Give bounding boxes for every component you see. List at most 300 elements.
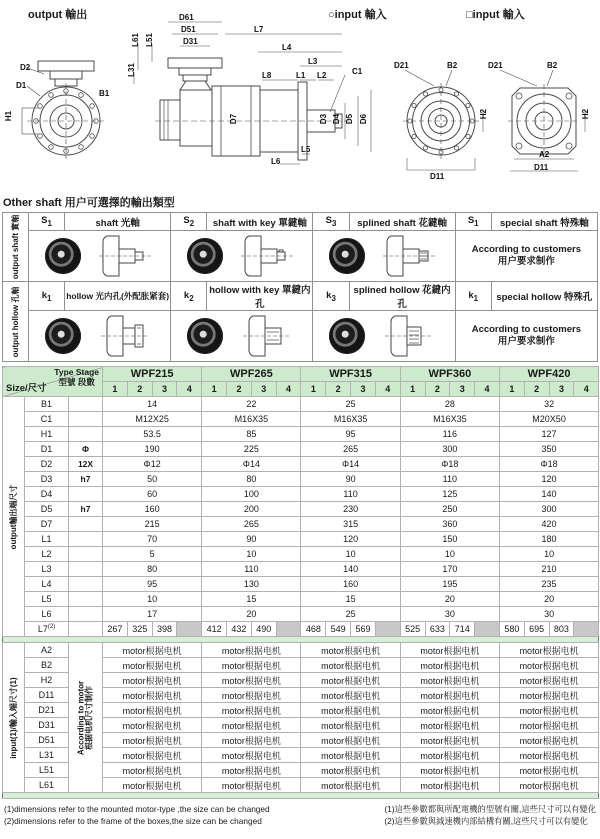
dim-label-d11: D11 — [430, 172, 445, 181]
row-label-d1: D1 — [25, 442, 69, 457]
value-cell: 190 — [103, 442, 202, 457]
dim-label-l5: L5 — [301, 145, 311, 154]
motor-value-cell: motor根据电机 — [400, 688, 499, 703]
dim-label-b1: B1 — [99, 89, 110, 98]
dim-label-l31: L31 — [126, 63, 136, 77]
shaft-code-s2: $S_2$ — [171, 213, 207, 231]
technical-drawings — [0, 0, 600, 193]
value-cell: M16X35 — [400, 412, 499, 427]
stage-header: 3 — [351, 382, 376, 397]
shaft-photo — [329, 238, 365, 274]
row-attr — [69, 622, 103, 637]
hollow-drawing — [97, 314, 155, 358]
value-cell: 95 — [301, 427, 400, 442]
shaft-type-label: splined hollow 花鍵内孔 — [349, 282, 455, 311]
dim-label-l2: L2 — [317, 71, 327, 80]
value-cell: 549 — [326, 622, 351, 637]
hollow-photo — [45, 318, 81, 354]
bottom-band — [3, 793, 599, 799]
shaft-drawing — [97, 234, 155, 278]
dim-label-d31: D31 — [183, 37, 198, 46]
dim-label-h1: H1 — [4, 110, 14, 122]
row-label-d7: D7 — [25, 517, 69, 532]
motor-value-cell: motor根据电机 — [400, 673, 499, 688]
stage-header: 1 — [103, 382, 128, 397]
row-label-d2: D2 — [25, 457, 69, 472]
motor-value-cell: motor根据电机 — [301, 778, 400, 793]
motor-value-cell: motor根据电机 — [499, 733, 598, 748]
motor-value-cell: motor根据电机 — [499, 643, 598, 658]
shaft-type-label: special shaft 特殊軸 — [491, 213, 597, 231]
spec-row-l5 — [3, 592, 599, 607]
value-cell: 20 — [202, 607, 301, 622]
spec-row-d4 — [3, 487, 599, 502]
value-cell: 25 — [301, 397, 400, 412]
value-cell: 53.5 — [103, 427, 202, 442]
row-label-l51: L51 — [25, 763, 69, 778]
motor-value-cell: motor根据电机 — [499, 658, 598, 673]
value-cell: 15 — [301, 592, 400, 607]
motor-value-cell: motor根据电机 — [202, 778, 301, 793]
stage-header: 1 — [400, 382, 425, 397]
stage-header: 1 — [202, 382, 227, 397]
motor-value-cell: motor根据电机 — [202, 718, 301, 733]
spec-row-h1 — [3, 427, 599, 442]
stage-header: 1 — [499, 382, 524, 397]
motor-value-cell: motor根据电机 — [202, 733, 301, 748]
shaft-type-label: shaft 光軸 — [65, 213, 171, 231]
model-header-wpf315: WPF315 — [301, 367, 400, 382]
motor-value-cell: motor根据电机 — [400, 703, 499, 718]
gearbox-drawing-art — [0, 0, 600, 193]
motor-value-cell: motor根据电机 — [103, 718, 202, 733]
motor-value-cell: motor根据电机 — [400, 658, 499, 673]
row-label-l3: L3 — [25, 562, 69, 577]
dim-label-d6: D6 — [359, 113, 369, 125]
value-cell: 200 — [202, 502, 301, 517]
row-label-d51: D51 — [25, 733, 69, 748]
row-attr: 12X — [69, 457, 103, 472]
motor-value-cell: motor根据电机 — [499, 763, 598, 778]
motor-value-cell: motor根据电机 — [400, 778, 499, 793]
stage-header: 3 — [152, 382, 177, 397]
value-cell: 100 — [202, 487, 301, 502]
dim-label-l8: L8 — [262, 71, 272, 80]
value-cell: 130 — [202, 577, 301, 592]
value-cell: 432 — [227, 622, 252, 637]
dim-label-a2: A2 — [539, 150, 550, 159]
motor-value-cell: motor根据电机 — [103, 643, 202, 658]
spec-table — [2, 366, 599, 799]
dim-label-l51: L51 — [144, 33, 154, 47]
motor-value-cell: motor根据电机 — [103, 688, 202, 703]
stage-header: 4 — [276, 382, 301, 397]
dim-label-b2: B2 — [547, 61, 558, 70]
value-cell: 90 — [301, 472, 400, 487]
value-cell: 315 — [301, 517, 400, 532]
motor-value-cell: motor根据电机 — [103, 763, 202, 778]
stage-header: 1 — [301, 382, 326, 397]
spec-row-l4 — [3, 577, 599, 592]
value-cell: 70 — [103, 532, 202, 547]
value-cell: Φ14 — [301, 457, 400, 472]
stage-header: 2 — [425, 382, 450, 397]
dim-label-d1: D1 — [16, 81, 27, 90]
value-cell: 10 — [400, 547, 499, 562]
stage-header: 2 — [127, 382, 152, 397]
value-cell: 150 — [400, 532, 499, 547]
value-cell: M12X25 — [103, 412, 202, 427]
shaft-type-label: shaft with key 單鍵軸 — [207, 213, 313, 231]
output-section-vtext: output輸出端尺寸 — [8, 484, 18, 549]
motor-value-cell: motor根据电机 — [400, 763, 499, 778]
row-attr: Φ — [69, 442, 103, 457]
footnote-en-2: (2)dimensions refer to the frame of the boxes,the size can be changed — [4, 816, 262, 827]
hollow-image-cell — [171, 311, 313, 362]
value-cell: M20X50 — [499, 412, 598, 427]
value-cell: 60 — [103, 487, 202, 502]
value-cell: 525 — [400, 622, 425, 637]
motor-value-cell: motor根据电机 — [103, 703, 202, 718]
shaft-code-s3: $S_3$ — [313, 213, 349, 231]
footnotes-zh — [384, 803, 596, 827]
shaft-photo — [45, 238, 81, 274]
value-cell: 210 — [499, 562, 598, 577]
type-stage-size-corner — [3, 367, 103, 397]
according-to-customers-cell: According to customers 用户要求制作 — [455, 311, 597, 362]
value-cell: 17 — [103, 607, 202, 622]
spec-row-l7 — [3, 622, 599, 637]
dim-label-d2: D2 — [20, 63, 31, 72]
dim-label-l4: L4 — [282, 43, 292, 52]
value-cell: Φ18 — [400, 457, 499, 472]
shaft-image-cell — [313, 231, 455, 282]
motor-value-cell: motor根据电机 — [202, 748, 301, 763]
motor-value-cell: motor根据电机 — [400, 748, 499, 763]
row-attr — [69, 427, 103, 442]
value-cell: 412 — [202, 622, 227, 637]
shaft-code-k1-special: $k_1$ — [455, 282, 491, 311]
hollow-image-cell — [29, 311, 171, 362]
motor-value-cell: motor根据电机 — [301, 658, 400, 673]
value-cell: Φ12 — [103, 457, 202, 472]
value-cell: 398 — [152, 622, 177, 637]
value-cell: 30 — [400, 607, 499, 622]
value-cell: M16X35 — [202, 412, 301, 427]
dim-label-d21: D21 — [394, 61, 409, 70]
row-attr: h7 — [69, 472, 103, 487]
motor-value-cell: motor根据电机 — [202, 703, 301, 718]
value-cell — [574, 622, 599, 637]
footnote-zh-2: (2)這些參數與減速機内部結構有關,這些尺寸可以有變化 — [384, 816, 588, 827]
motor-value-cell: motor根据电机 — [499, 688, 598, 703]
value-cell: 30 — [499, 607, 598, 622]
value-cell: 225 — [202, 442, 301, 457]
value-cell: 90 — [202, 532, 301, 547]
value-cell: 10 — [301, 547, 400, 562]
note-en: According to motor — [76, 680, 86, 755]
output-shaft-row-label: output shaft 實軸 — [3, 213, 29, 282]
shaft-type-label: splined shaft 花鍵軸 — [349, 213, 455, 231]
value-cell: 265 — [301, 442, 400, 457]
value-cell: 195 — [400, 577, 499, 592]
hollow-photo — [187, 318, 223, 354]
value-cell: 180 — [499, 532, 598, 547]
row-attr — [69, 517, 103, 532]
value-cell: 250 — [400, 502, 499, 517]
value-cell: 28 — [400, 397, 499, 412]
type-stage-label — [54, 368, 99, 388]
motor-value-cell: motor根据电机 — [103, 733, 202, 748]
motor-value-cell: motor根据电机 — [400, 733, 499, 748]
shaft-code-s1: $S_1$ — [29, 213, 65, 231]
motor-value-cell: motor根据电机 — [202, 763, 301, 778]
value-cell — [177, 622, 202, 637]
row-label-c1: C1 — [25, 412, 69, 427]
value-cell: 80 — [202, 472, 301, 487]
dim-label-l1: L1 — [296, 71, 306, 80]
footnote-zh-1: (1)這些參數都與所配電機的型號有關,這些尺寸可以有變化 — [384, 804, 596, 814]
value-cell: M16X35 — [301, 412, 400, 427]
value-cell: 32 — [499, 397, 598, 412]
motor-value-cell: motor根据电机 — [103, 778, 202, 793]
value-cell: 110 — [400, 472, 499, 487]
type-stage-zh: 型號 段數 — [58, 376, 95, 387]
stage-header: 4 — [574, 382, 599, 397]
footnote-en-1: (1)dimensions refer to the mounted motor-type ,the size can be changed — [4, 804, 270, 814]
output-section-label: output 輸出 — [28, 9, 88, 21]
input-round-label: ○input 輸入 — [328, 9, 387, 21]
motor-value-cell: motor根据电机 — [499, 778, 598, 793]
value-cell: 350 — [499, 442, 598, 457]
dim-label-d7: D7 — [229, 113, 239, 125]
according-to-customers-cell: According to customers 用户要求制作 — [455, 231, 597, 282]
spec-row-l6 — [3, 607, 599, 622]
stage-header: 4 — [375, 382, 400, 397]
value-cell: 10 — [499, 547, 598, 562]
value-cell: 15 — [202, 592, 301, 607]
motor-value-cell: motor根据电机 — [301, 688, 400, 703]
output-hollow-row-label: output hollow 孔軸 — [3, 282, 29, 362]
hollow-drawing — [381, 314, 439, 358]
dim-label-l3: L3 — [308, 57, 318, 66]
motor-value-cell: motor根据电机 — [202, 688, 301, 703]
stage-header: 2 — [227, 382, 252, 397]
row-label-l31: L31 — [25, 748, 69, 763]
row-label-l2: L2 — [25, 547, 69, 562]
hollow-image-cell — [313, 311, 455, 362]
value-cell: 140 — [301, 562, 400, 577]
spec-row-l2 — [3, 547, 599, 562]
dim-label-d3: D3 — [319, 113, 329, 125]
model-header-wpf215: WPF215 — [103, 367, 202, 382]
shaft-image-cell — [171, 231, 313, 282]
row-attr — [69, 577, 103, 592]
dim-label-d4: D4 — [332, 113, 342, 125]
dim-label-h2: H2 — [479, 108, 489, 120]
motor-value-cell: motor根据电机 — [103, 658, 202, 673]
value-cell: 50 — [103, 472, 202, 487]
stage-header: 2 — [524, 382, 549, 397]
spec-row-d7 — [3, 517, 599, 532]
motor-value-cell: motor根据电机 — [400, 718, 499, 733]
row-label-d21: D21 — [25, 703, 69, 718]
note-zh: 根据电机尺寸制作 — [84, 685, 94, 750]
value-cell: Φ18 — [499, 457, 598, 472]
motor-value-cell: motor根据电机 — [103, 748, 202, 763]
value-cell: 120 — [499, 472, 598, 487]
footnotes — [0, 799, 600, 827]
row-attr — [69, 397, 103, 412]
value-cell: 140 — [499, 487, 598, 502]
output-section-label — [3, 397, 25, 637]
stage-header: 2 — [326, 382, 351, 397]
value-cell: 714 — [450, 622, 475, 637]
value-cell: 20 — [499, 592, 598, 607]
bottom-band-cell — [3, 793, 599, 799]
value-cell: 22 — [202, 397, 301, 412]
shaft-type-label: hollow with key 單鍵内孔 — [207, 282, 313, 311]
row-label-l4: L4 — [25, 577, 69, 592]
spec-header-row — [3, 367, 599, 382]
shaft-code-k3: $k_3$ — [313, 282, 349, 311]
stage-header: 3 — [251, 382, 276, 397]
shaft-type-label: hollow 光内孔(外配胀紧套) — [65, 282, 171, 311]
value-cell: 160 — [301, 577, 400, 592]
row-attr — [69, 562, 103, 577]
dim-label-l6: L6 — [271, 157, 281, 166]
model-header-wpf360: WPF360 — [400, 367, 499, 382]
spec-row-a2 — [3, 643, 599, 658]
row-label-h2: H2 — [25, 673, 69, 688]
motor-value-cell: motor根据电机 — [499, 748, 598, 763]
motor-value-cell: motor根据电机 — [301, 733, 400, 748]
row-attr — [69, 607, 103, 622]
row-label-l61: L61 — [25, 778, 69, 793]
hollow-drawing — [239, 314, 297, 358]
value-cell: 265 — [202, 517, 301, 532]
other-shaft-title: Other shaft 用户可選擇的輸出類型 — [3, 197, 175, 209]
value-cell: 633 — [425, 622, 450, 637]
according-to-motor-note — [69, 643, 103, 793]
value-cell: 160 — [103, 502, 202, 517]
value-cell: 468 — [301, 622, 326, 637]
value-cell: 360 — [400, 517, 499, 532]
motor-value-cell: motor根据电机 — [301, 673, 400, 688]
stage-header: 3 — [549, 382, 574, 397]
row-label-l5: L5 — [25, 592, 69, 607]
value-cell: 14 — [103, 397, 202, 412]
value-cell: 170 — [400, 562, 499, 577]
shaft-photo — [187, 238, 223, 274]
shaft-type-label: special hollow 特殊孔 — [491, 282, 597, 311]
input-square-label: □input 輸入 — [466, 9, 525, 21]
stage-header: 4 — [475, 382, 500, 397]
value-cell: 110 — [202, 562, 301, 577]
dim-label-b2: B2 — [447, 61, 458, 70]
shaft-code-k2: $k_2$ — [171, 282, 207, 311]
value-cell: 10 — [202, 547, 301, 562]
according-to-motor-vtext — [77, 680, 94, 754]
value-cell: 215 — [103, 517, 202, 532]
value-cell: 803 — [549, 622, 574, 637]
value-cell: 490 — [251, 622, 276, 637]
value-cell: 300 — [499, 502, 598, 517]
value-cell: 230 — [301, 502, 400, 517]
row-label-l6: L6 — [25, 607, 69, 622]
shaft-code-s1-special: $S_1$ — [455, 213, 491, 231]
spec-row-d2 — [3, 457, 599, 472]
shaft-image-cell — [29, 231, 171, 282]
value-cell: 95 — [103, 577, 202, 592]
value-cell: 569 — [351, 622, 376, 637]
value-cell: 116 — [400, 427, 499, 442]
value-cell — [475, 622, 500, 637]
dim-label-l61: L61 — [130, 33, 140, 47]
dim-label-d61: D61 — [179, 13, 194, 22]
dim-label-c1: C1 — [352, 67, 363, 76]
row-label-d11: D11 — [25, 688, 69, 703]
motor-value-cell: motor根据电机 — [202, 643, 301, 658]
value-cell: 235 — [499, 577, 598, 592]
input-section-vtext: input(1)/輸入端尺寸(1) — [8, 676, 18, 759]
motor-value-cell: motor根据电机 — [499, 673, 598, 688]
motor-value-cell: motor根据电机 — [103, 673, 202, 688]
value-cell: 85 — [202, 427, 301, 442]
value-cell: 325 — [127, 622, 152, 637]
spec-row-c1 — [3, 412, 599, 427]
dim-label-d51: D51 — [181, 25, 196, 34]
spec-row-l3 — [3, 562, 599, 577]
value-cell: 125 — [400, 487, 499, 502]
value-cell: 5 — [103, 547, 202, 562]
input-section-label — [3, 643, 25, 793]
row-label-b2: B2 — [25, 658, 69, 673]
value-cell: 120 — [301, 532, 400, 547]
value-cell: 420 — [499, 517, 598, 532]
spec-row-l1 — [3, 532, 599, 547]
dim-label-d5: D5 — [345, 113, 355, 125]
value-cell: 267 — [103, 622, 128, 637]
spec-row-b1 — [3, 397, 599, 412]
value-cell: 25 — [301, 607, 400, 622]
value-cell: 20 — [400, 592, 499, 607]
shaft-options-table — [2, 212, 598, 362]
dim-label-h2: H2 — [581, 108, 591, 120]
row-label-d5: D5 — [25, 502, 69, 517]
row-attr — [69, 412, 103, 427]
value-cell: 300 — [400, 442, 499, 457]
motor-value-cell: motor根据电机 — [499, 703, 598, 718]
hollow-photo — [329, 318, 365, 354]
value-cell: 127 — [499, 427, 598, 442]
motor-value-cell: motor根据电机 — [202, 673, 301, 688]
row-label-a2: A2 — [25, 643, 69, 658]
row-attr — [69, 532, 103, 547]
value-cell: 580 — [499, 622, 524, 637]
motor-value-cell: motor根据电机 — [301, 763, 400, 778]
value-cell — [276, 622, 301, 637]
motor-value-cell: motor根据电机 — [499, 718, 598, 733]
value-cell: 80 — [103, 562, 202, 577]
row-attr — [69, 547, 103, 562]
dim-label-d11: D11 — [534, 163, 549, 172]
motor-value-cell: motor根据电机 — [301, 748, 400, 763]
value-cell: Φ14 — [202, 457, 301, 472]
row-label-d3: D3 — [25, 472, 69, 487]
footnotes-en — [4, 803, 270, 827]
motor-value-cell: motor根据电机 — [202, 658, 301, 673]
